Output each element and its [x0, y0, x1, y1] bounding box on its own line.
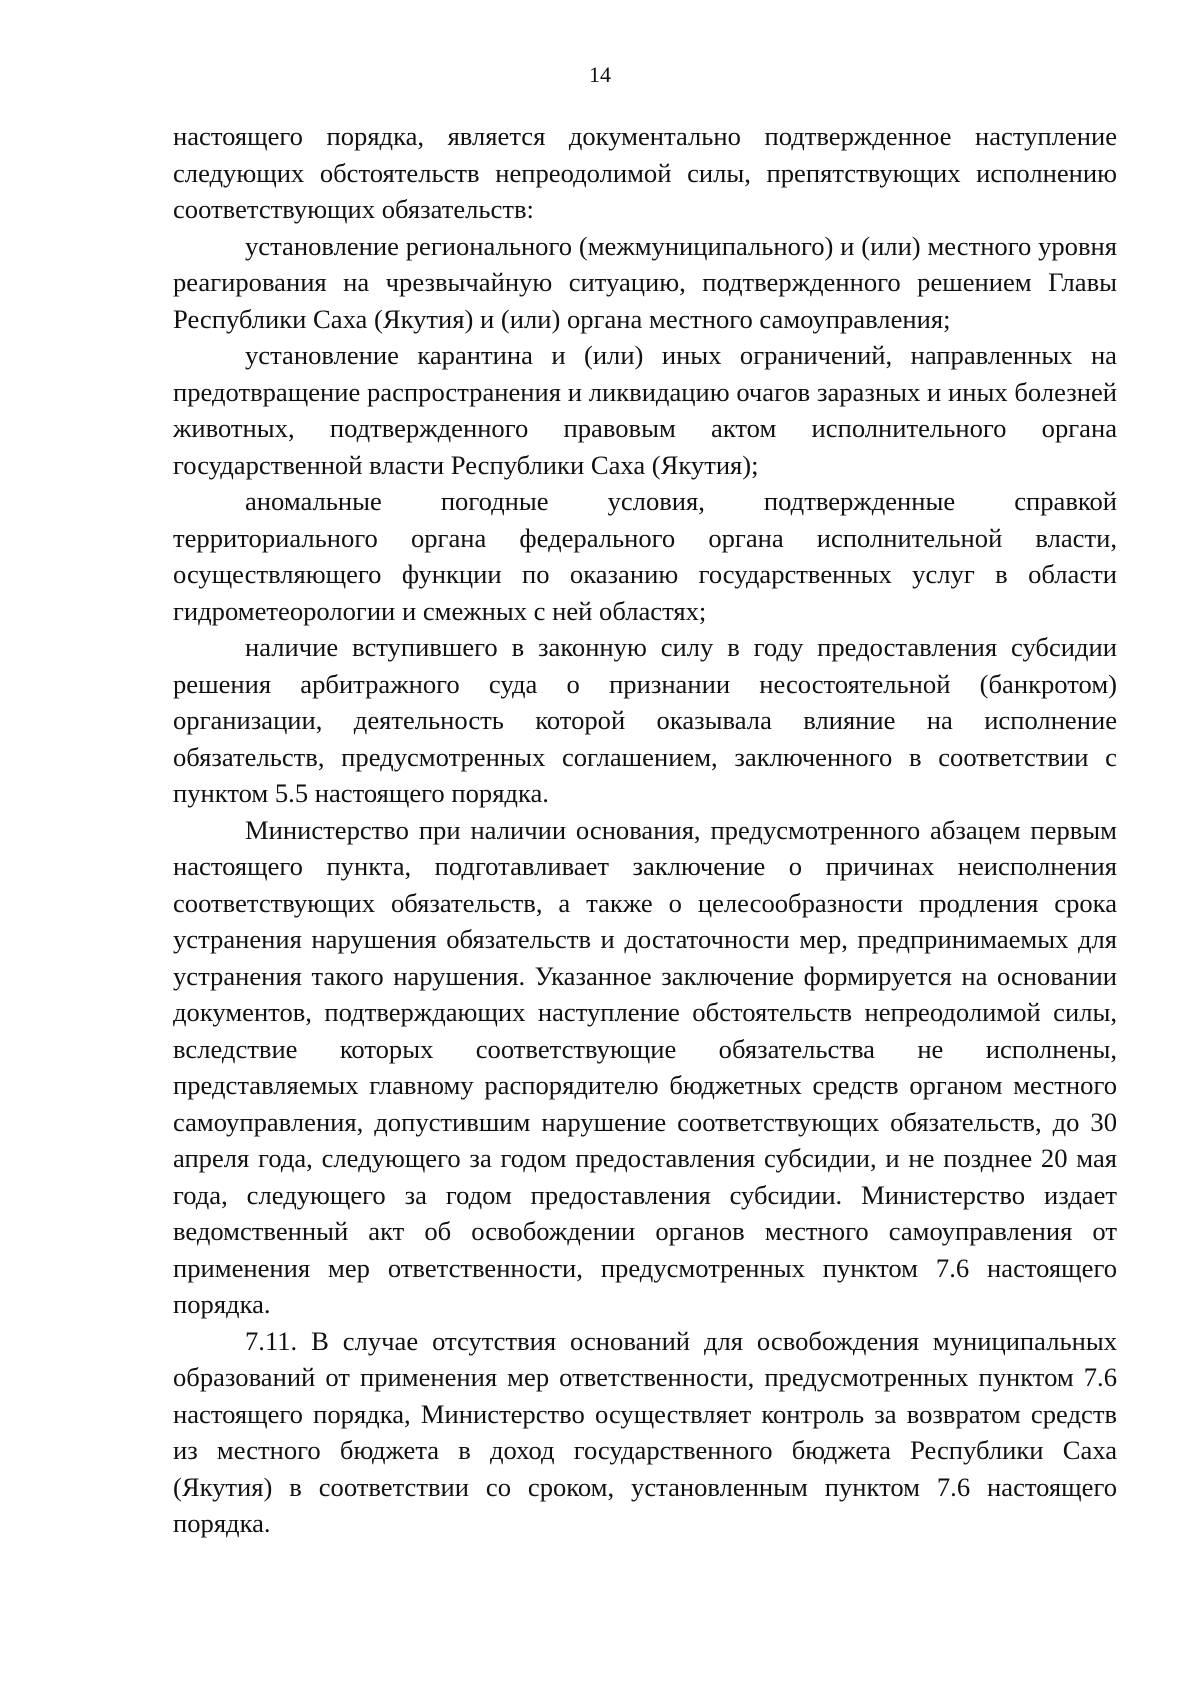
- paragraph-weather-conditions: аномальные погодные условия, подтвержденные справкой территориального органа федерального органа исполнительной власти, осуществляющего функции по оказанию государственных услуг в области гидрометеорологии и смежных с ней областях;: [173, 486, 1117, 626]
- page-number: 14: [589, 62, 611, 87]
- paragraph-bankruptcy: наличие вступившего в законную силу в году предоставления субсидии решения арбитражного суда о признании несостоятельной (банкротом) организации, деятельность которой оказывала влияние на исполнение обязательств, предусмотренных соглашением, заключенного в соответствии с пунктом 5.5 настоящего порядка.: [173, 632, 1117, 808]
- paragraph-quarantine: установление карантина и (или) иных ограничений, направленных на предотвращение распространения и ликвидацию очагов заразных и иных болезней животных, подтвержденного правовым актом исполнительного органа государственной власти Республики Саха (Якутия);: [173, 340, 1117, 480]
- paragraph-ministry-conclusion: Министерство при наличии основания, предусмотренного абзацем первым настоящего пункта, подготавливает заключение о причинах неисполнения соответствующих обязательств, а также о целесообразности продления срока устранения нарушения обязательств и достаточности мер, предпринимаемых для устранения такого нарушения. Указанное заключение формируется на основании документов, подтверждающих наступление обстоятельств непреодолимой силы, вследствие которых соответствующие обязательства не исполнены, представляемых главному распорядителю бюджетных средств органом местного самоуправления, допустившим нарушение соответствующих обязательств, до 30 апреля года, следующего за годом предоставления субсидии, и не позднее 20 мая года, следующего за годом предоставления субсидии. Министерство издает ведомственный акт об освобождении органов местного самоуправления от применения мер ответственности, предусмотренных пунктом 7.6 настоящего порядка.: [173, 814, 1117, 1319]
- paragraph-continuation: настоящего порядка, является документально подтвержденное наступление следующих обстоятельств непреодолимой силы, препятствующих исполнению соответствующих обязательств:: [173, 121, 1117, 224]
- paragraph-7-11: 7.11. В случае отсутствия оснований для освобождения муниципальных образований от применения мер ответственности, предусмотренных пунктом 7.6 настоящего порядка, Министерство осуществляет контроль за возвратом средств из местного бюджета в доход государственного бюджета Республики Саха (Якутия) в соответствии со сроком, установленным пунктом 7.6 настоящего порядка.: [173, 1325, 1117, 1538]
- document-body: [173, 118, 1117, 1542]
- paragraph-emergency-response: установление регионального (межмуниципального) и (или) местного уровня реагирования на чрезвычайную ситуацию, подтвержденного решением Главы Республики Саха (Якутия) и (или) органа местного самоуправления;: [173, 230, 1117, 334]
